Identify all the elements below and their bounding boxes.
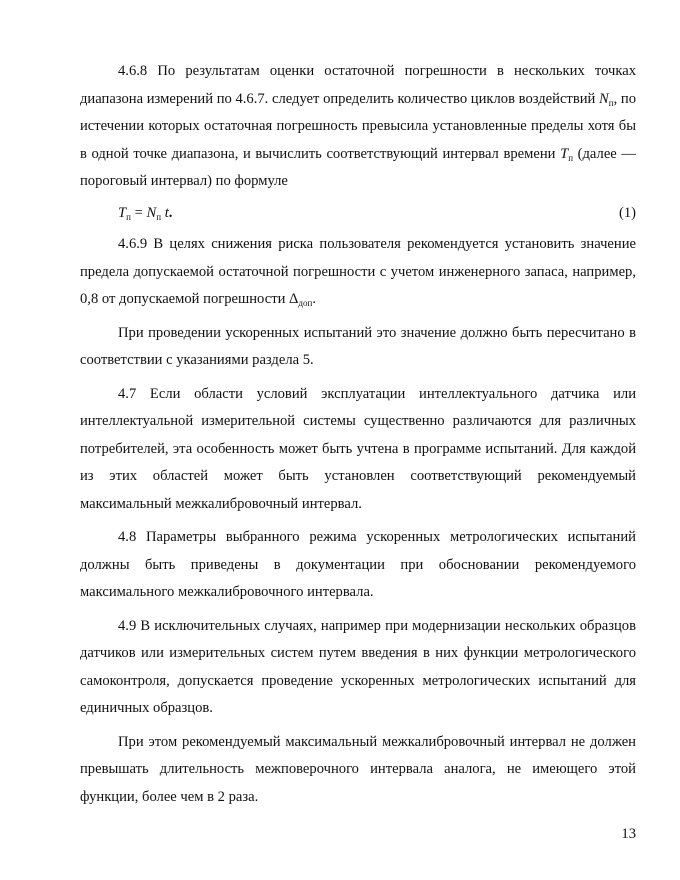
var-t: T [560, 145, 569, 162]
formula-t-var: t [164, 204, 169, 221]
formula-rhs-var: N [146, 204, 157, 221]
formula-period: . [168, 204, 173, 221]
p469-text-b: . [312, 291, 316, 307]
paragraph-4-6-9 [80, 231, 636, 314]
sub-n: п [608, 97, 614, 108]
paragraph-4-9-b: При этом рекомендуемый максимальный межкалибровочный интервал не должен превышать длительность межповерочного интервала аналога, не имеющего этой функции, более чем в 2 раза. [80, 733, 636, 805]
paragraph-4-6-9-b: При проведении ускоренных испытаний это значение должно быть пересчитано в соответствии с указаниями раздела 5. [80, 324, 636, 368]
paragraph-4-7: 4.7 Если области условий эксплуатации интеллектуального датчика или интеллектуальной измерительной системы существенно различаются для различных потребителей, эта особенность может быть учтена в программе испытаний. Для каждой из этих областей может быть установлен соответствующий рекомендуемый максимальный межкалибровочный интервал. [80, 385, 636, 512]
p468-text-c: (далее — пороговый интервал) по формуле [80, 145, 636, 189]
formula-lhs-sub: п [126, 211, 131, 222]
formula-equals: = [130, 204, 147, 221]
page-number: 13 [621, 826, 636, 842]
formula-1 [80, 200, 636, 228]
document-body [80, 58, 636, 811]
paragraph-4-8: 4.8 Параметры выбранного режима ускоренных метрологических испытаний должны быть приведены в документации при обосновании рекомендуемого максимального межкалибровочного интервала. [80, 529, 636, 600]
p468-text-b: , по истечении которых остаточная погрешность превысила установленные пределы хотя бы в одной точке диапазона, и вычислить соответствующий интервал времени [80, 90, 636, 162]
formula-rhs-sub: п [156, 211, 162, 222]
p469-text-a: 4.6.9 В целях снижения риска пользователя рекомендуется установить значение предела допускаемой остаточной погрешности с учетом инженерного запаса, например, 0,8 от допускаемой погрешности Δ [80, 236, 636, 307]
formula-expression [118, 200, 172, 228]
formula-lhs-var: T [118, 204, 127, 221]
p469-sub: доп [298, 298, 313, 308]
sub-t: п [568, 152, 574, 163]
formula-number: (1) [618, 204, 636, 221]
var-n: N [599, 90, 609, 107]
paragraph-4-9: 4.9 В исключительных случаях, например при модернизации нескольких образцов датчиков или измерительных систем путем введения в них функции метрологического самоконтроля, допускается проведение ускоренных метрологических испытаний для единичных образцов. [80, 617, 636, 716]
p468-text-a: 4.6.8 По результатам оценки остаточной погрешности в нескольких точках диапазона измерений по 4.6.7. следует определить количество циклов воздействий [80, 63, 636, 107]
paragraph-4-6-8 [80, 58, 636, 196]
